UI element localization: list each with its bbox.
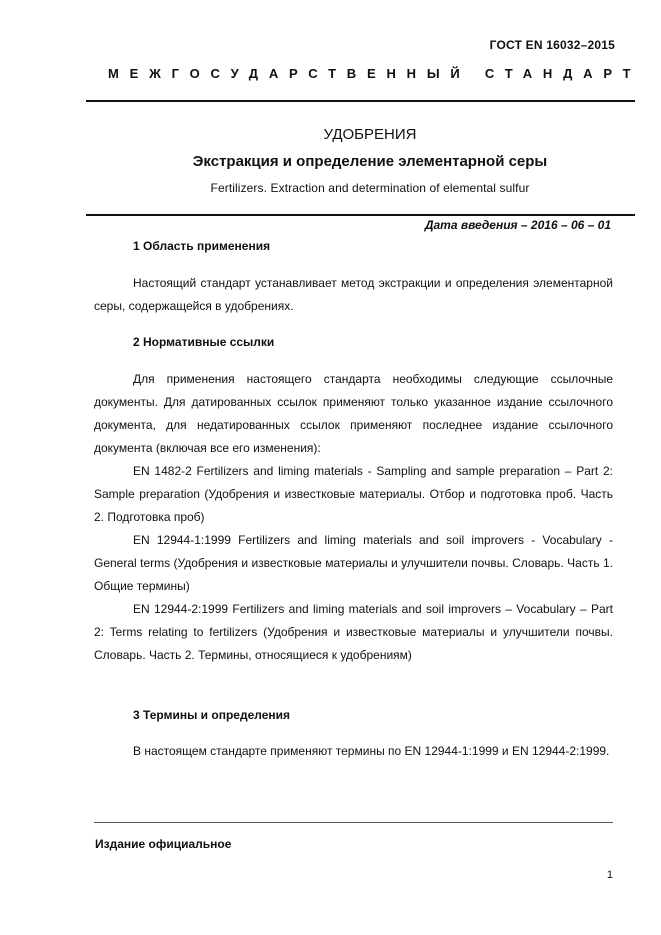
footer-divider: [94, 822, 613, 823]
document-subtitle-en: Fertilizers. Extraction and determination of elemental sulfur: [210, 181, 530, 195]
section-heading-terms: 3 Термины и определения: [133, 708, 291, 722]
reference-item: EN 12944-2:1999 Fertilizers and liming materials and soil improvers – Vocabulary – Part 2: Terms relating to fertilizers (Удобрения и известковые материалы и улучшители почвы. Словарь. Часть 2. Термины, относящиеся к удобрениям): [94, 602, 613, 662]
official-edition-label: Издание официальное: [95, 837, 232, 851]
reference-item: EN 12944-1:1999 Fertilizers and liming materials and soil improvers - Vocabulary - General terms (Удобрения и известковые материалы и улучшители почвы. Словарь. Часть 1. Общие термины): [94, 533, 613, 593]
document-subtitle-ru: Экстракция и определение элементарной серы: [192, 153, 548, 170]
section-paragraph: В настоящем стандарте применяют термины по EN 12944-1:1999 и EN 12944-2:1999.: [133, 744, 610, 758]
section-heading-normative-references: 2 Нормативные ссылки: [133, 335, 275, 349]
gost-code: ГОСТ EN 16032–2015: [489, 38, 615, 52]
section-paragraph: Настоящий стандарт устанавливает метод экстракции и определения элементарной серы, содержащейся в удобрениях.: [94, 276, 613, 313]
document-title: УДОБРЕНИЯ: [323, 126, 417, 143]
introduction-date: Дата введения – 2016 – 06 – 01: [424, 218, 611, 232]
top-divider: [86, 100, 635, 102]
page-number: 1: [606, 869, 613, 881]
title-divider: [86, 214, 635, 216]
interstate-standard-label: МЕЖГОСУДАРСТВЕННЫЙ СТАНДАРТ: [108, 66, 642, 81]
section-paragraph: Для применения настоящего стандарта необходимы следующие ссылочные документы. Для датированных ссылок применяют только указанное издание ссылочного документа, для недатированных ссылок применяют последнее издание ссылочного документа (включая все его изменения):: [94, 372, 613, 455]
section-heading-scope: 1 Область применения: [133, 239, 271, 253]
reference-item: EN 1482-2 Fertilizers and liming materials - Sampling and sample preparation – Part 2: Sample preparation (Удобрения и известковые материалы. Отбор и подготовка проб. Часть 2. Подготовка проб): [94, 464, 613, 524]
